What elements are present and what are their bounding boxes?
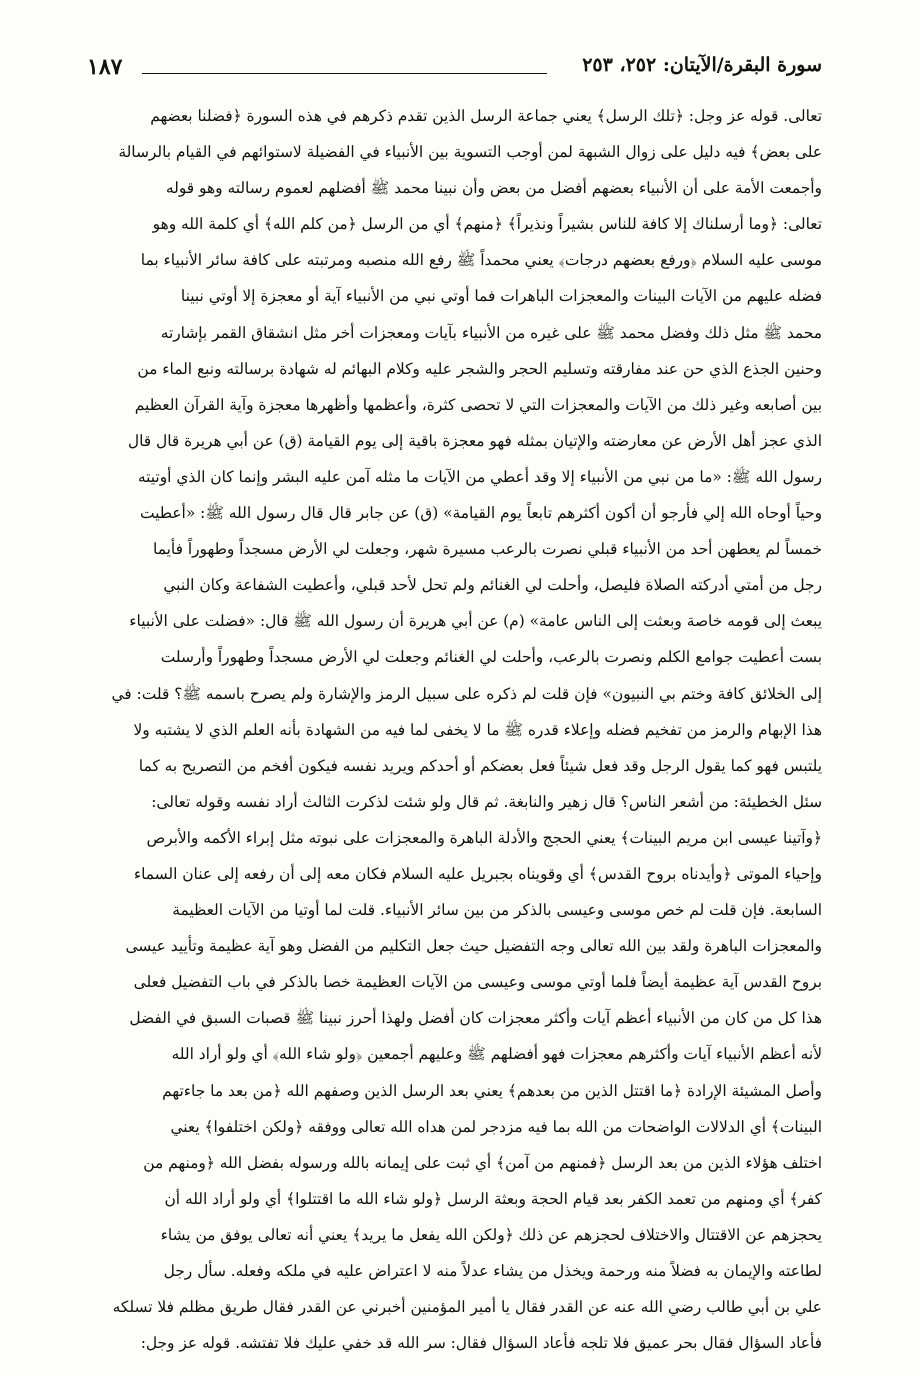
text-line: البينات﴾ أي الدلالات الواضحات من الله بما فيه مزدجر لمن هداه الله تعالى ووفقه ﴿ولكن اختلفوا﴾ يعني <box>170 1117 822 1136</box>
text-line: لأنه أعظم الأنبياء آيات وأكثرهم معجزات فهو أفضلهم ﷺ وعليهم أجمعين ﴿ولو شاء الله﴾ أي ولو أراد الله <box>171 1045 822 1064</box>
text-line: خمساً لم يعطهن أحد من الأنبياء قبلي نصرت بالرعب مسيرة شهر، وجعلت لي الأرض مسجداً وطهوراً فأيما <box>153 540 822 559</box>
text-line: على بعض﴾ فيه دليل على زوال الشبهة لمن أوجب التسوية بين الأنبياء في الفضيلة لاستوائهم في القيام بالرسالة <box>118 143 822 162</box>
text-line: علي بن أبي طالب رضي الله عنه عن القدر فقال يا أمير المؤمنين أخبرني عن القدر فقال طريق مظلم فلا تسلكه <box>112 1298 822 1317</box>
body-text <box>82 98 822 1361</box>
header-rule <box>142 73 547 74</box>
text-line: سئل الخطيئة: من أشعر الناس؟ قال زهير والنابغة. ثم قال ولو شئت لذكرت الثالث أراد نفسه وقوله تعالى: <box>151 792 822 811</box>
text-line: وحنين الجذع الذي حن عند مفارقته وتسليم الحجر والشجر عليه وكلام البهائم له شهادة برسالته ونبع الماء من <box>137 359 822 378</box>
text-line: هذا كل من كان من الأنبياء أعظم آيات وأكثر معجزات كان أفضل ولهذا أحرز نبينا ﷺ قصبات السبق في الفضل <box>129 1009 822 1028</box>
running-title: سورة البقرة/الآيتان: ٢٥٢، ٢٥٣ <box>582 54 822 76</box>
text-line: محمد ﷺ مثل ذلك وفضل محمد ﷺ على غيره من الأنبياء بآيات ومعجزات أخر مثل انشقاق القمر بإشارته <box>160 323 822 342</box>
text-line: والمعجزات الباهرة ولقد بين الله تعالى وجه التفضيل حيث جعل التكليم من الفضل وهو آية عظيمة وتأييد عيسى <box>125 937 822 956</box>
text-line: وأصل المشيئة الإرادة ﴿ما اقتتل الذين من بعدهم﴾ يعني بعد الرسل الذين وصفهم الله ﴿من بعد ما جاءتهم <box>162 1081 822 1100</box>
text-line: إلى الخلائق كافة وختم بي النبيون» فإن قلت لم ذكره على سبيل الرمز والإشارة ولم يصرح باسمه ﷺ؟ قلت: في <box>111 684 822 703</box>
text-line: يحجزهم عن الاقتتال والاختلاف لحجزهم عن ذلك ﴿ولكن الله يفعل ما يريد﴾ يعني أنه تعالى يوفق من يشاء <box>160 1225 822 1244</box>
text-line: الذي عجز أهل الأرض عن معارضته والإتيان بمثله فهو معجزة باقية إلى يوم القيامة (ق) عن أبي هريرة قال قال <box>127 431 822 450</box>
text-line: يلتبس فهو كما يقول الرجل وقد فعل شيئاً فعل بعضكم أو أحدكم ويريد نفسه فيكون أفخم من التصريح به كما <box>138 756 822 775</box>
text-line: رجل من أمتي أدركته الصلاة فليصل، وأحلت لي الغنائم ولم تحل لأحد قبلي، وأعطيت الشفاعة وكان النبي <box>163 576 822 595</box>
text-line: فأعاد السؤال فقال بحر عميق فلا تلجه فأعاد السؤال فقال: سر الله قد خفي عليك فلا تفتشه. قوله عز وجل: <box>140 1334 822 1353</box>
book-page <box>82 40 822 1353</box>
page-number: ١٨٧ <box>87 54 123 80</box>
text-line: موسى عليه السلام ﴿ورفع بعضهم درجات﴾ يعني محمداً ﷺ رفع الله منصبه ومرتبته على كافة سائر الأنبياء بما <box>140 251 822 270</box>
text-line: وحياً أوحاه الله إلي فأرجو أن أكون أكثرهم تابعاً يوم القيامة» (ق) عن جابر قال قال رسول الله ﷺ: «أعطيت <box>139 504 822 523</box>
text-line: هذا الإبهام والرمز من تفخيم فضله وإعلاء قدره ﷺ ما لا يخفى لما فيه من الشهادة بأنه العلم الذي لا يشتبه ولا <box>133 720 822 739</box>
text-line: ﴿وآتينا عيسى ابن مريم البينات﴾ يعني الحجج والأدلة الباهرة والمعجزات على نبوته مثل إبراء الأكمه والأبرص <box>146 828 822 847</box>
text-line: تعالى. قوله عز وجل: ﴿تلك الرسل﴾ يعني جماعة الرسل الذين تقدم ذكرهم في هذه السورة ﴿فضلنا بعضهم <box>150 107 822 125</box>
text-line: فضله عليهم من الآيات البينات والمعجزات الباهرات فما أوتي نبي من الأنبياء آية أو معجزة إلا أوتي نبينا <box>180 287 822 306</box>
text-line: السابعة. فإن قلت لم خص موسى وعيسى بالذكر من بين سائر الأنبياء. قلت لما أوتيا من الآيات العظيمة <box>172 901 822 920</box>
text-line: وأجمعت الأمة على أن الأنبياء بعضهم أفضل من بعض وأن نبينا محمد ﷺ أفضلهم لعموم رسالته وهو قوله <box>165 179 822 198</box>
text-line: تعالى: ﴿وما أرسلناك إلا كافة للناس بشيراً ونذيراً﴾ ﴿منهم﴾ أي من الرسل ﴿من كلم الله﴾ أي كلمة الله وهو <box>152 215 822 234</box>
text-line: كفر﴾ أي ومنهم من تعمد الكفر بعد قيام الحجة وبعثة الرسل ﴿ولو شاء الله ما اقتتلوا﴾ أي ولو أراد الله أن <box>164 1189 822 1208</box>
text-line: بروح القدس آية عظيمة أيضاً فلما أوتي موسى وعيسى من الآيات العظيمة خصا بالذكر في باب التفضيل فعلى <box>133 973 822 992</box>
text-line: بست أعطيت جوامع الكلم ونصرت بالرعب، وأحلت لي الغنائم وجعلت لي الأرض مسجداً وطهوراً وأرسلت <box>160 648 822 667</box>
text-line: رسول الله ﷺ: «ما من نبي من الأنبياء إلا وقد أعطي من الآيات ما مثله آمن عليه البشر وإنما كان الذي أوتيته <box>137 467 822 486</box>
text-line: وإحياء الموتى ﴿وأيدناه بروح القدس﴾ أي وقويناه بجبريل عليه السلام فكان معه إلى أن رفعه إلى عنان السماء <box>133 864 822 883</box>
text-line: بين أصابعه وغير ذلك من الآيات والمعجزات التي لا تحصى كثرة، وأعظمها وأظهرها معجزة وآية القرآن العظيم <box>134 395 822 414</box>
text-line: يبعث إلى قومه خاصة وبعثت إلى الناس عامة» (م) عن أبي هريرة أن رسول الله ﷺ قال: «فضلت على الأنبياء <box>129 612 822 631</box>
page-header <box>82 40 822 80</box>
text-line: لطاعته والإيمان به فضلاً منه ورحمة ويخذل من يشاء عدلاً منه لا اعتراض عليه في ملكه وفعله. سأل رجل <box>163 1262 822 1280</box>
text-line: اختلف هؤلاء الذين من بعد الرسل ﴿فمنهم من آمن﴾ أي ثبت على إيمانه بالله ورسوله بفضل الله ﴿ومنهم من <box>143 1153 822 1172</box>
